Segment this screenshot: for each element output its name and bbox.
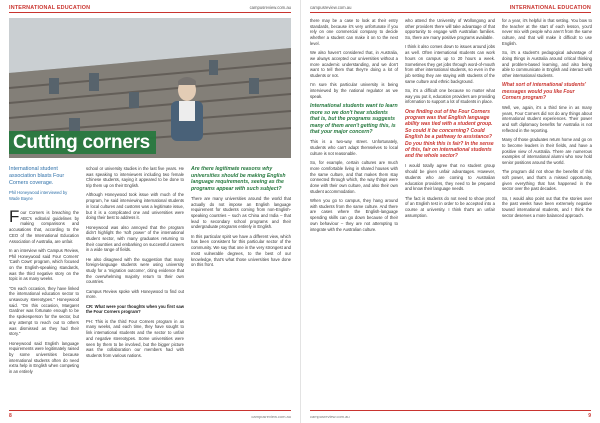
right-section-label: INTERNATIONAL EDUCATION <box>509 5 591 11</box>
paragraph: So, for example, certain cultures are much more comfortable living in shared houses with the same culture, and that makes them stay connected through which, the way things were done with their own culture, and also their own student accommodation. <box>310 160 398 194</box>
paragraph: He also disagreed with the suggestion that many foreign-language students were using university study for a 'migration outcome', citing evidence that the overwhelming majority return to their own countries. <box>86 256 184 285</box>
left-column-1 <box>9 207 79 378</box>
paragraph: Honeywood said English language requirements were legitimately raised by some universities because international students often do need extra help in English when competing in an entirely <box>9 340 79 375</box>
left-footer-rule <box>9 410 291 411</box>
left-page-number: 8 <box>9 413 12 419</box>
left-column-3 <box>191 166 291 272</box>
paragraph: Four Corners is breaching the ABC's editorial guidelines by making comparisons and accusations that, according to the CEO of the International Education Association of Australia, are unfair. <box>9 207 79 244</box>
paragraph: "On each occasion, they have linked the international education sector to unsavoury stereotypes." Honeywood said. "On this occasion, Margaret Gardner was fortunate enough to be the spokesperson for the sector, but any attempt to reach out to others was dismissed as they had their story." <box>9 285 79 337</box>
right-column-3 <box>502 18 592 222</box>
paragraph: for a year, it's helpful in that setting. You bow to the teacher at the start of each lesson, you'd never mix with people who aren't from the same culture, and that will make it difficult to use English. <box>502 18 592 46</box>
pull-question: Are there legitimate reasons why universities should be making English language requirements, seeing as the programs appear with such subject? <box>191 166 286 192</box>
paragraph: There are many universities around the world that actually do not impose an English language requirement for students coming from non-English-speaking countries – such as China and India – that lead to secondary school programs and their undergraduate programs entirely in English. <box>191 195 291 230</box>
interview-question: CR: What were your thoughts when you first saw the Four Corners program? <box>86 303 184 315</box>
right-column-2 <box>405 18 495 222</box>
left-header-bar <box>9 5 291 13</box>
right-header-bar <box>310 5 591 13</box>
paragraph: When you go to campus, they hang around with students from the same culture. And there are cases where the English-language spending skills can go down because of their own behaviour – they are not attempting to integrate with the Australian culture. <box>310 198 398 232</box>
paragraph: This is a two-way street. Unfortunately, students who can't adapt themselves to local culture is not reasonable. <box>310 139 398 156</box>
paragraph: I would totally agree that no student group should be given unfair advantages. However, students who are coming to Australian education providers, they need to be prepared and know their language needs. <box>405 163 495 192</box>
paragraph: So, it's a difficult one because no matter what way you put it, education providers are providing information to support a lot of students in place. <box>405 87 495 105</box>
paragraph: The fact is students do not need to show proof of an English test in order to be accepted into a course at university. I think that's an unfair assumption. <box>405 195 495 218</box>
pull-question: What sort of international students' messages would you like Four Corners program? <box>502 82 586 102</box>
paragraph: So, it's a student's pedagogical advantage of doing things in Australia around critical thinking and problem-based learning, and also being able to communicate in English and interact with other international students. <box>502 50 592 78</box>
paragraph: We also haven't considered that, in Australia, we always accepted our universities without a more academic understanding, and we don't want to tell them that they're doing a lot of students or not. <box>310 50 398 78</box>
paragraph: I'm sure this particular university is being interviewed by the national regulator as we speak. <box>310 82 398 99</box>
left-section-label: INTERNATIONAL EDUCATION <box>9 5 91 11</box>
right-column-1 <box>310 18 398 236</box>
right-page-number: 9 <box>588 413 591 419</box>
left-column-2 <box>86 166 184 362</box>
paragraph: school or university studies in the last five years. He was speaking to interviewers including two female Chinese students, saying it appeared to be done to trip them up on their English. <box>86 166 184 189</box>
paragraph: I think it also comes down to issues around jobs as well. Often international students can work hours on campus up to 20 hours a week. Sometimes they get jobs through word-of-mouth from other international students, so even in the job setting they are staying with students of the same culture and ethnic background. <box>405 44 495 84</box>
paragraph: Campus Review spoke with Honeywood to find out more. <box>86 288 184 300</box>
paragraph: Although Honeywood took issue with much of the program, he said interviewing international students in local cultures and customs was a legitimate issue, but it is a complicated one and universities were doing their best to address it. <box>86 192 184 221</box>
left-site-label: campusreview.com.au <box>249 5 291 10</box>
paragraph: Honeywood was also annoyed that the program didn't highlight the 'soft power' of the international student sector, with many graduates returning to their countries and embarking on successful careers in a wide range of fields. <box>86 224 184 253</box>
standfirst: International student association blasts Four Corners coverage. <box>9 166 65 186</box>
right-footer-rule <box>310 410 591 411</box>
paragraph: So, I would also point out that the stories over the past weeks have been extremely negative toward international students, and I think the sector deserves a more balanced approach. <box>502 195 592 218</box>
photo-caption <box>9 166 79 201</box>
paragraph: there may be a case to look at their entry standards, because it's very unfortunate if you rely on one commercial company to decide whether a student can make it on to the next level. <box>310 18 398 46</box>
paragraph: who attend the University of Wollongong and other providers there will take advantage of that opportunity to engage with Australian families. So, there are many positive programs available. <box>405 18 495 41</box>
interview-answer: PH: This is the third Four Corners program in as many weeks, and each time, they have sought to link international students and the sector to unfair and negative stereotypes. Some universities were seen by them to be involved, but the bigger picture was the collaboration our members had with students from various nations. <box>86 318 184 358</box>
byline: Phil Honeywood interviewed by Wade Bayne <box>9 190 68 201</box>
paragraph: In this particular spirit we have a different view, which has been consistent for this particular sector of the community. We say that one in the very strongest and most vulnerable degrees, to the best of our knowledge, that's what those universities have done on this front. <box>191 233 291 268</box>
paragraph: Many of those graduates return home and go on to become leaders in their fields, and have a positive view of Australia. There are numerous examples of international alumni who now hold senior positions around the world. <box>502 137 592 165</box>
right-footer-site: campusreview.com.au <box>310 414 350 419</box>
paragraph: In an interview with Campus Review, Phil Honeywood said Four Corners' 'Cash Cows' program, which focused on the English-speaking standards, was the third negative story on the topic in as many weeks. <box>9 247 79 282</box>
paragraph: The program did not show the benefits of this soft power, and that's a missed opportunity, given everything that has happened in the sector over the past decades. <box>502 169 592 192</box>
left-footer-site: campusreview.com.au <box>251 414 291 419</box>
headline: Cutting corners <box>9 131 156 154</box>
pull-question: International students want to learn more so we don't hear students that is, but the programs suggests many of them aren't getting this, is that your major concern? <box>310 102 398 136</box>
right-site-label: campusreview.com.au <box>310 5 352 10</box>
paragraph: Well, we, again, it's a third time in as many years, Four Corners did not do any things about international student experiences. Their power and soft diplomacy benefits for Australia is not reflected in the reporting. <box>502 105 592 133</box>
right-page <box>300 0 600 423</box>
pull-question: One finding out of the Four Corners program was that English language ability was tied with a student group. So could it be concerning? Could English be a pathway to assistance? Do you think this is fair? In the sense of this, fair on international students and the whole sector? <box>405 108 494 160</box>
